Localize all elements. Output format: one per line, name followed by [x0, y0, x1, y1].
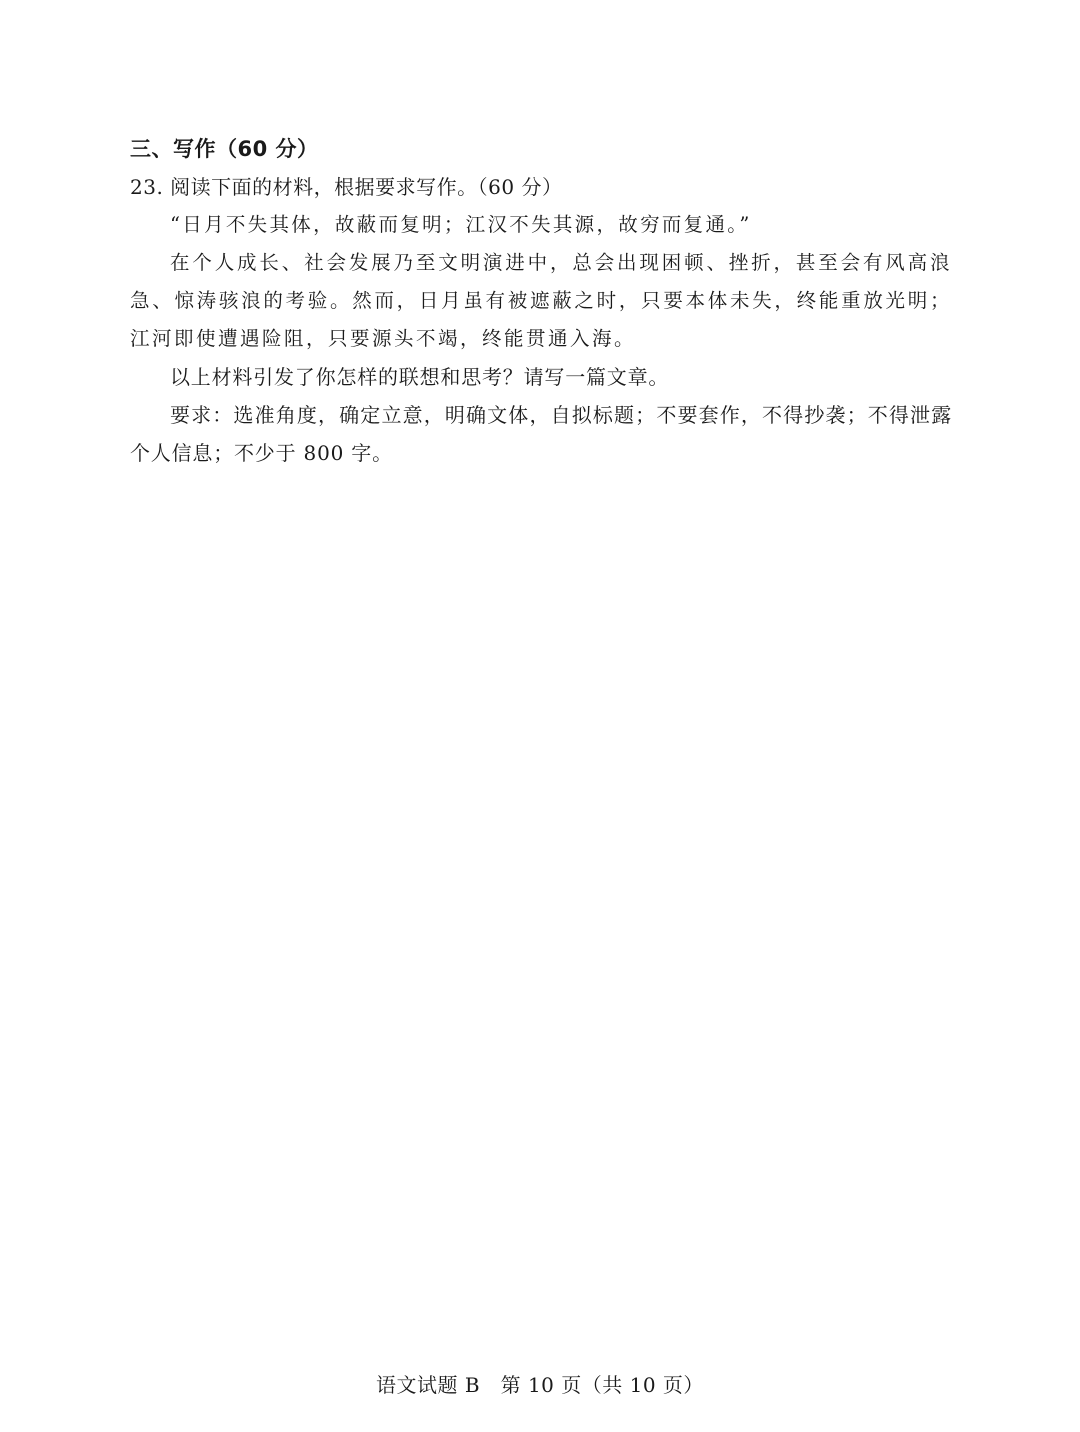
- section-heading: 三、写作（60 分）: [130, 137, 319, 161]
- writing-section: [130, 130, 952, 472]
- material-quote: “日月不失其体，故蔽而复明；江汉不失其源，故穷而复通。”: [170, 213, 752, 236]
- question-prompt: 23. 阅读下面的材料，根据要求写作。（60 分）: [130, 175, 563, 199]
- writing-requirements: 要求：选准角度，确定立意，明确文体，自拟标题；不要套作，不得抄袭；不得泄露个人信息；不少于 800 字。: [130, 403, 952, 465]
- page-footer: 语文试题 B 第 10 页（共 10 页）: [376, 1373, 704, 1397]
- writing-task: 以上材料引发了你怎样的联想和思考？请写一篇文章。: [170, 365, 670, 389]
- material-paragraph: 在个人成长、社会发展乃至文明演进中，总会出现困顿、挫折，甚至会有风高浪急、惊涛骇浪的考验。然而，日月虽有被遮蔽之时，只要本体未失，终能重放光明；江河即使遭遇险阻，只要源头不竭，终能贯通入海。: [130, 251, 952, 350]
